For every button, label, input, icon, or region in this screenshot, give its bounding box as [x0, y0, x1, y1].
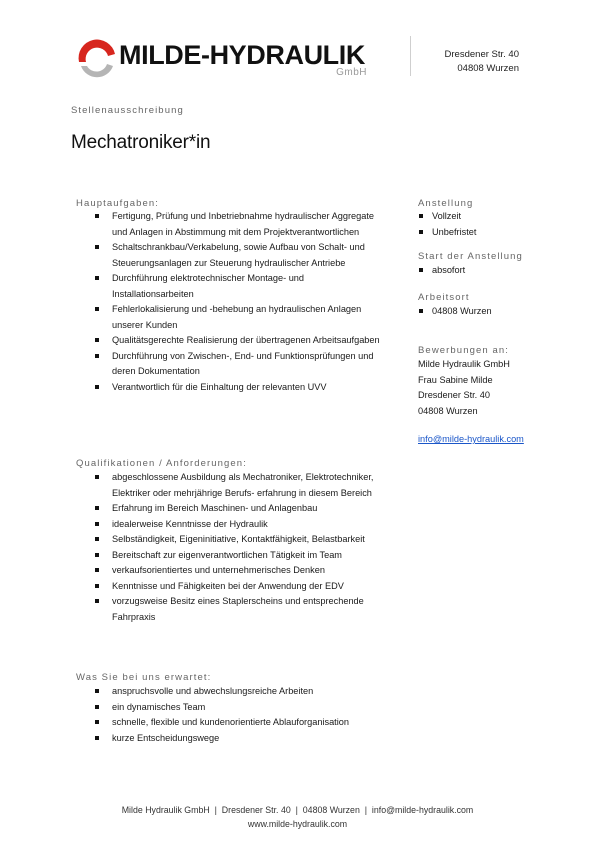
list-item: ein dynamisches Team — [94, 700, 384, 716]
contact-email-link[interactable]: info@milde-hydraulik.com — [418, 434, 524, 444]
list-hauptaufgaben — [94, 209, 384, 395]
section-heading-hauptaufgaben: Hauptaufgaben: — [76, 198, 160, 209]
list-item: Durchführung von Zwischen-, End- und Funktionsprüfungen und deren Dokumentation — [94, 349, 384, 380]
contact-person: Frau Sabine Milde — [418, 374, 493, 385]
page-footer — [0, 804, 595, 831]
logo-subtitle: GmbH — [336, 67, 367, 78]
logo-wordmark: MILDE-HYDRAULIK — [119, 40, 365, 70]
list-item: Kenntnisse und Fähigkeiten bei der Anwendung der EDV — [94, 579, 384, 595]
header-address — [420, 48, 519, 76]
list-item: Bereitschaft zur eigenverantwortlichen Tätigkeit im Team — [94, 548, 384, 564]
list-item: kurze Entscheidungswege — [94, 731, 384, 747]
list-item: 04808 Wurzen — [418, 304, 578, 320]
list-arbeitsort — [418, 304, 578, 320]
list-item: Fehlerlokalisierung und -behebung an hydraulischen Anlagen unserer Kunden — [94, 302, 384, 333]
list-erwartet — [94, 684, 384, 746]
list-item: verkaufsorientiertes und unternehmerisches Denken — [94, 563, 384, 579]
footer-contact-line: Milde Hydraulik GmbH | Dresdener Str. 40 | 04808 Wurzen | info@milde-hydraulik.com — [121, 805, 474, 815]
list-item: abgeschlossene Ausbildung als Mechatroniker, Elektrotechniker, Elektriker oder mehrjährige Berufs- erfahrung in diesem Bereich — [94, 470, 384, 501]
page-title: Mechatroniker*in — [71, 132, 211, 153]
sidebar-heading-start: Start der Anstellung — [418, 251, 523, 262]
logo-swoosh-icon — [75, 36, 119, 80]
list-item: Selbständigkeit, Eigeninitiative, Kontaktfähigkeit, Belastbarkeit — [94, 532, 384, 548]
footer-website-link[interactable]: www.milde-hydraulik.com — [247, 818, 348, 829]
list-item: Unbefristet — [418, 225, 578, 241]
company-logo — [75, 36, 375, 82]
list-start — [418, 263, 578, 279]
list-item: absofort — [418, 263, 578, 279]
list-item: Vollzeit — [418, 209, 578, 225]
sidebar-heading-arbeitsort: Arbeitsort — [418, 292, 470, 303]
application-contact — [418, 357, 578, 419]
contact-company: Milde Hydraulik GmbH — [418, 359, 510, 369]
list-item: schnelle, flexible und kundenorientierte Ablauforganisation — [94, 715, 384, 731]
list-item: Schaltschrankbau/Verkabelung, sowie Aufbau von Schalt- und Steuerungsanlagen zur Steuerung hydraulischer Antriebe — [94, 240, 384, 271]
list-qualifikationen — [94, 470, 384, 625]
document-type: Stellenausschreibung — [71, 105, 184, 116]
list-item: Erfahrung im Bereich Maschinen- und Anlagenbau — [94, 501, 384, 517]
list-item: Fertigung, Prüfung und Inbetriebnahme hydraulischer Aggregate und Anlagen in Abstimmung mit dem Projektverantwortlichen — [94, 209, 384, 240]
contact-city: 04808 Wurzen — [418, 405, 478, 416]
header-address-city: 04808 Wurzen — [457, 63, 519, 74]
list-item: Durchführung elektrotechnischer Montage- und Installationsarbeiten — [94, 271, 384, 302]
sidebar-heading-anstellung: Anstellung — [418, 198, 474, 209]
list-item: idealerweise Kenntnisse der Hydraulik — [94, 517, 384, 533]
list-item: vorzugsweise Besitz eines Staplerscheins und entsprechende Fahrpraxis — [94, 594, 384, 625]
section-heading-qualifikationen: Qualifikationen / Anforderungen: — [76, 458, 247, 469]
header-divider — [410, 36, 411, 76]
list-item: anspruchsvolle und abwechslungsreiche Arbeiten — [94, 684, 384, 700]
list-anstellung — [418, 209, 578, 240]
contact-street: Dresdener Str. 40 — [418, 390, 491, 400]
list-item: Verantwortlich für die Einhaltung der relevanten UVV — [94, 380, 384, 396]
sidebar-heading-bewerbungen: Bewerbungen an: — [418, 345, 509, 356]
list-item: Qualitätsgerechte Realisierung der übertragenen Arbeitsaufgaben — [94, 333, 384, 349]
header-address-street: Dresdener Str. 40 — [444, 49, 519, 60]
section-heading-erwartet: Was Sie bei uns erwartet: — [76, 672, 212, 683]
